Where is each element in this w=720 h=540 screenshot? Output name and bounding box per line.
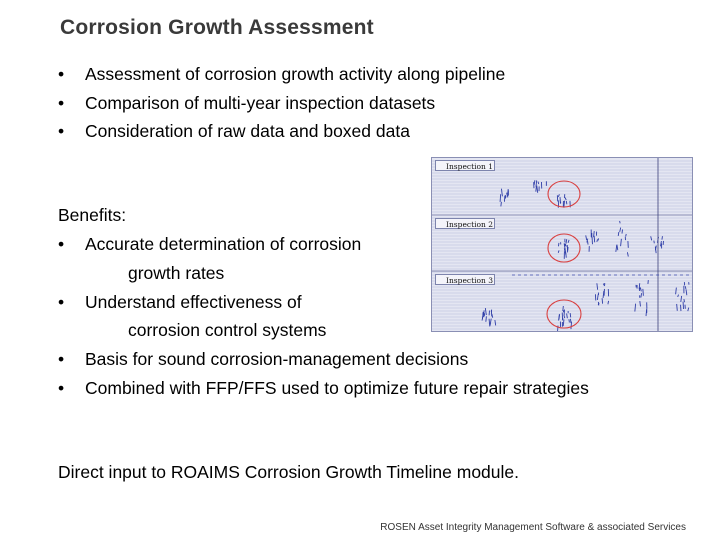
benefit-text-continuation: corrosion control systems <box>128 320 327 341</box>
signal-trace <box>594 236 595 243</box>
benefit-item <box>58 288 589 346</box>
bullet-text: Consideration of raw data and boxed data <box>85 121 410 141</box>
signal-trace <box>651 236 652 240</box>
signal-trace <box>643 289 644 296</box>
signal-trace <box>608 301 609 304</box>
signal-trace <box>627 252 628 256</box>
signal-trace <box>604 283 605 285</box>
signal-trace <box>617 245 618 251</box>
bullet-item <box>58 117 505 146</box>
bullet-dot: • <box>58 92 65 113</box>
signal-trace <box>640 301 641 306</box>
benefit-item <box>58 374 589 403</box>
signal-trace <box>566 201 567 204</box>
bullet-text: Assessment of corrosion growth activity along pipeline <box>85 64 506 84</box>
benefit-item <box>58 345 589 374</box>
signal-trace <box>501 202 502 207</box>
signal-trace <box>678 295 679 297</box>
footer-text: ROSEN Asset Integrity Management Software & associated Services <box>380 522 686 533</box>
panel-label-inspection-2: Inspection 2 <box>435 218 495 229</box>
benefit-text: Understand effectiveness of <box>85 291 302 312</box>
benefit-text: Basis for sound corrosion-management decisions <box>85 349 469 370</box>
bullet-dot: • <box>58 349 65 370</box>
bullet-text: Comparison of multi-year inspection datasets <box>85 92 436 113</box>
bullet-dot: • <box>58 291 65 312</box>
signal-trace <box>684 299 685 302</box>
bullet-dot: • <box>58 377 65 398</box>
panel-label-inspection-1: Inspection 1 <box>435 160 495 171</box>
benefit-text: Accurate determination of corrosion <box>85 234 362 254</box>
signal-trace <box>639 283 640 289</box>
signal-trace <box>681 296 682 302</box>
benefit-text-continuation: growth rates <box>128 262 225 283</box>
signal-trace <box>597 239 598 242</box>
signal-trace <box>507 193 508 196</box>
signal-trace <box>677 304 678 311</box>
signal-trace <box>640 287 641 291</box>
signal-trace <box>685 286 686 289</box>
benefit-text: Combined with FFP/FFS used to optimize future repair strategies <box>85 377 589 398</box>
signal-trace <box>536 187 537 192</box>
signal-trace <box>501 189 502 197</box>
signal-trace <box>662 236 663 239</box>
bullet-item <box>58 89 505 118</box>
benefits-heading: Benefits: <box>58 205 127 225</box>
signal-trace <box>641 293 642 297</box>
panel-label-inspection-3: Inspection 3 <box>435 274 495 285</box>
signal-trace <box>620 228 621 232</box>
signal-trace <box>602 298 603 303</box>
signal-trace <box>537 186 538 193</box>
signal-trace <box>618 232 619 236</box>
benefits-list <box>58 230 589 403</box>
signal-trace <box>565 198 566 201</box>
bullet-dot: • <box>58 64 65 84</box>
bullet-item <box>58 60 505 89</box>
signal-trace <box>500 194 501 202</box>
signal-trace <box>558 194 559 196</box>
signal-trace <box>622 229 623 233</box>
direct-input-note: Direct input to ROAIMS Corrosion Growth Timeline module. <box>58 462 519 482</box>
benefit-item <box>58 230 589 288</box>
bullet-dot: • <box>58 234 65 254</box>
assessment-bullet-list <box>58 60 505 146</box>
bullet-dot: • <box>58 121 65 141</box>
signal-trace <box>626 234 627 237</box>
signal-trace <box>655 246 656 251</box>
slide-title: Corrosion Growth Assessment <box>60 16 374 39</box>
